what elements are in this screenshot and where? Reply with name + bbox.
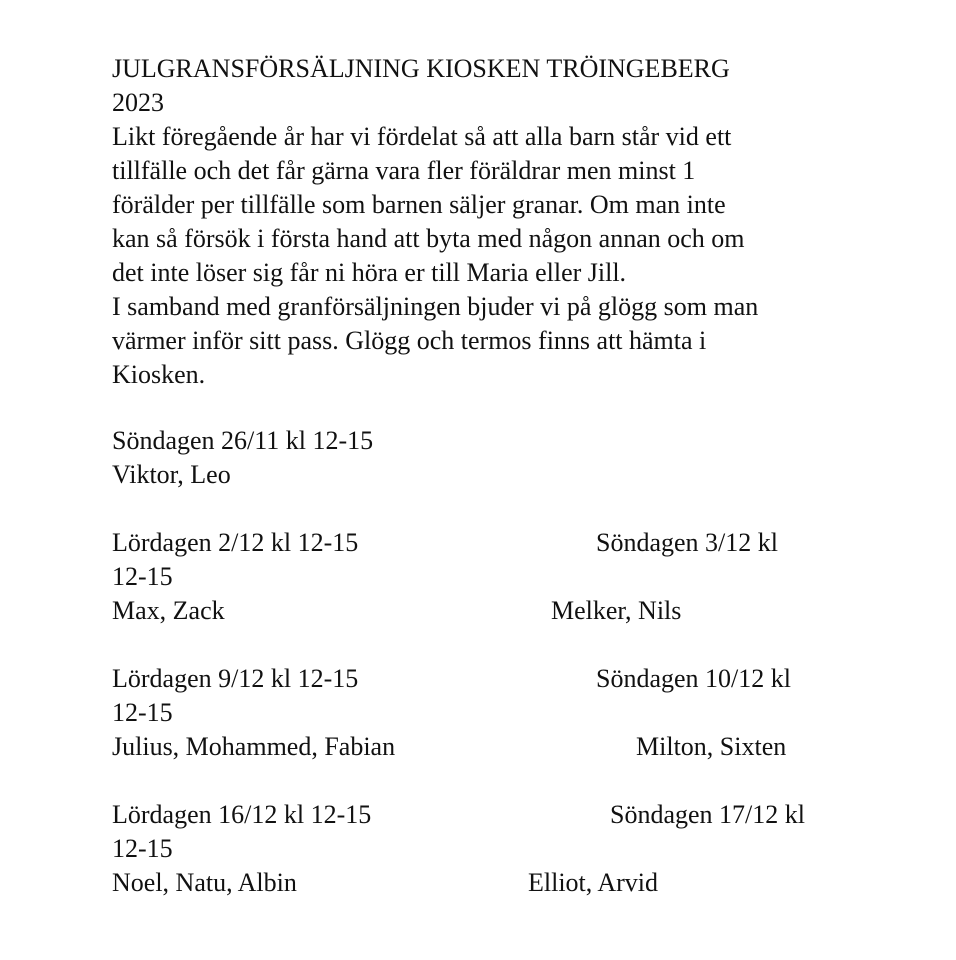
schedule-weekend [112,662,912,764]
document-title: JULGRANSFÖRSÄLJNING KIOSKEN TRÖINGEBERG [112,54,730,83]
schedule-names-sunday: Melker, Nils [551,596,682,625]
intro-line: kan så försök i första hand att byta med någon annan och om [112,224,745,253]
schedule-weekend [112,798,912,900]
intro-line: förälder per tillfälle som barnen säljer granar. Om man inte [112,190,726,219]
intro-line: Kiosken. [112,360,206,389]
schedule-names-saturday: Noel, Natu, Albin [112,868,297,897]
schedule-names-saturday: Max, Zack [112,596,225,625]
schedule-time-wrap: 12-15 [112,562,173,591]
schedule-day-sunday: Söndagen 3/12 kl [596,528,778,557]
document-year: 2023 [112,88,164,117]
schedule-day-saturday: Lördagen 9/12 kl 12-15 [112,664,359,693]
schedule-names-saturday: Julius, Mohammed, Fabian [112,732,396,761]
schedule-day-saturday: Lördagen 16/12 kl 12-15 [112,800,372,829]
schedule-day-sunday: Söndagen 10/12 kl [596,664,791,693]
document [112,52,912,900]
intro-line: det inte löser sig får ni höra er till Maria eller Jill. [112,258,627,287]
schedule-time-wrap: 12-15 [112,698,173,727]
schedule-day-saturday: Lördagen 2/12 kl 12-15 [112,528,359,557]
intro-paragraph [112,120,912,392]
schedule-first [112,424,912,492]
schedule-day-sunday: Söndagen 17/12 kl [610,800,805,829]
intro-line: värmer inför sitt pass. Glögg och termos finns att hämta i [112,326,707,355]
schedule-day: Söndagen 26/11 kl 12-15 [112,426,374,455]
schedule-names: Viktor, Leo [112,460,231,489]
intro-line: I samband med granförsäljningen bjuder vi på glögg som man [112,292,759,321]
schedule-names-sunday: Milton, Sixten [636,732,787,761]
schedule-names-sunday: Elliot, Arvid [528,868,658,897]
intro-line: tillfälle och det får gärna vara fler föräldrar men minst 1 [112,156,696,185]
intro-line: Likt föregående år har vi fördelat så att alla barn står vid ett [112,122,732,151]
schedule-time-wrap: 12-15 [112,834,173,863]
schedule-weekend [112,526,912,628]
